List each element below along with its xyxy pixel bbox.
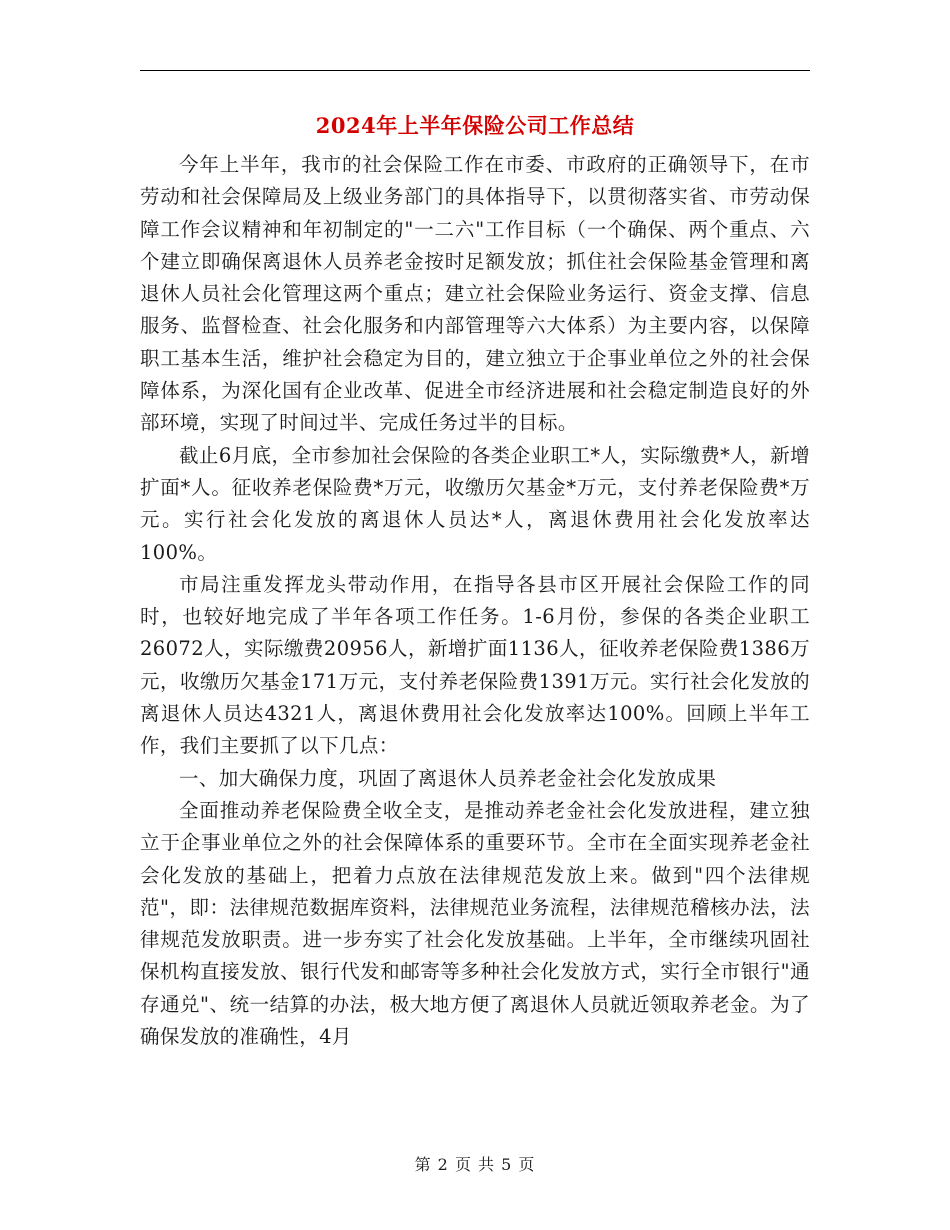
document-body	[140, 149, 810, 1053]
document-title: 2024年上半年保险公司工作总结	[315, 113, 635, 138]
section-heading-one: 一、加大确保力度，巩固了离退休人员养老金社会化发放成果	[179, 766, 717, 790]
paragraph-statistics-citywide: 截止6月底，全市参加社会保险的各类企业职工*人，实际缴费*人，新增扩面*人。征收养老保险费*万元，收缴历欠基金*万元，支付养老保险费*万元。实行社会化发放的离退休人员达*人，离退休费用社会化发放率达100%。	[140, 443, 810, 564]
paragraph-section-one: 全面推动养老保险费全收全支，是推动养老金社会化发放进程，建立独立于企事业单位之外的社会保障体系的重要环节。全市在全面实现养老金社会化发放的基础上，把着力点放在法律规范发放上来。做到"四个法律规范"，即：法律规范数据库资料，法律规范业务流程，法律规范稽核办法，法律规范发放职责。进一步夯实了社会化发放基础。上半年，全市继续巩固社保机构直接发放、银行代发和邮寄等多种社会化发放方式，实行全市银行"通存通兑"、统一结算的办法，极大地方便了离退休人员就近领取养老金。为了确保发放的准确性，4月	[140, 798, 810, 1049]
paragraph-statistics-bureau: 市局注重发挥龙头带动作用，在指导各县市区开展社会保险工作的同时，也较好地完成了半年各项工作任务。1-6月份，参保的各类企业职工26072人，实际缴费20956人，新增扩面1136人，征收养老保险费1386万元，收缴历欠基金171万元，支付养老保险费1391万元。实行社会化发放的离退休人员达4321人，离退休费用社会化发放率达100%。回顾上半年工作，我们主要抓了以下几点：	[140, 572, 810, 758]
header-rule	[140, 70, 810, 71]
paragraph-intro: 今年上半年，我市的社会保险工作在市委、市政府的正确领导下，在市劳动和社会保障局及上级业务部门的具体指导下，以贯彻落实省、市劳动保障工作会议精神和年初制定的"一二六"工作目标（一个确保、两个重点、六个建立即确保离退休人员养老金按时足额发放；抓住社会保险基金管理和离退休人员社会化管理这两个重点；建立社会保险业务运行、资金支撑、信息服务、监督检查、社会化服务和内部管理等六大体系）为主要内容，以保障职工基本生活，维护社会稳定为目的，建立独立于企事业单位之外的社会保障体系，为深化国有企业改革、促进全市经济进展和社会稳定制造良好的外部环境，实现了时间过半、完成任务过半的目标。	[140, 153, 810, 435]
page-number: 第 2 页 共 5 页	[414, 1155, 536, 1174]
